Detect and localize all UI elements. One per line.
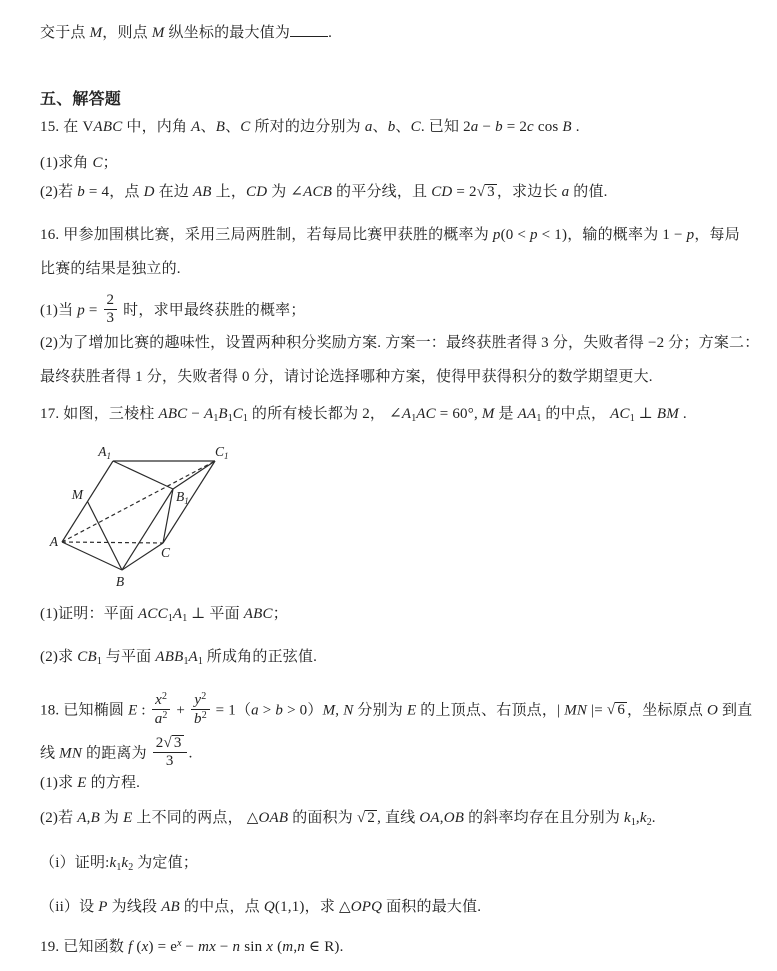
subscript: 1 [536,413,542,424]
superscript: 2 [162,691,167,702]
text-run: . [651,810,656,826]
math-variable: ABC [93,119,123,135]
text-run: 16. 甲参加围棋比赛，采用三局两胜制，若每局比赛甲获胜的概率为 [40,227,493,243]
text-run: 面积的最大值. [382,899,482,915]
math-variable: M [322,702,336,719]
math-variable: x [155,692,162,708]
math-variable: n [297,939,305,955]
text-run: . 已知 2 [420,119,471,135]
text-run: 3 [487,184,495,200]
vertex-label-C: C [161,545,171,560]
text-run: , [635,810,640,826]
text-run: ，则点 [102,25,152,41]
math-variable: P [98,899,108,915]
text-run: 的平分线，且 [332,184,432,200]
math-variable: B [90,810,100,826]
text-run: − [187,406,204,422]
fraction-numerator [152,691,171,710]
text-run: , [335,702,344,719]
text-run: , [439,810,444,826]
math-variable: c [527,119,534,135]
text-run: sin [240,939,267,955]
vertex-label-B1: $B_1$ [176,489,189,506]
math-variable: mx [198,939,216,955]
problem-17-part1 [40,604,288,629]
problem-16-part2-line1 [40,333,759,353]
text-run: 17. 如图，三棱柱 [40,406,159,422]
text-run: 上， [211,184,247,200]
text-run: 与平面 [101,649,156,665]
text-run: . [188,745,193,762]
text-run: ( [273,939,283,955]
problem-15-part1 [40,153,118,173]
math-variable: x [266,939,274,955]
math-variable: A [77,810,87,826]
math-variable: OB [443,810,465,826]
math-variable: k [121,855,129,871]
problem-15-part2 [40,182,608,202]
math-variable: E [406,702,417,719]
problem-18-stem-line2 [40,737,193,771]
text-run: 3 [165,752,174,769]
text-run: 19. 已知函数 [40,939,129,955]
math-variable: n [232,939,241,955]
vertex-label-M: M [71,487,83,502]
text-run: = 60°, [435,406,482,422]
text-run: ( [132,939,142,955]
fraction [191,691,210,727]
math-variable: a [364,119,373,135]
sqrt-expression [163,735,183,751]
math-variable: CD [246,184,268,200]
vertex-label-B: B [115,574,125,589]
math-variable: ACC [138,606,168,622]
radical-sign: √ [606,702,616,719]
text-run: (1)求角 [40,155,93,171]
bold-text: 五、解答题 [40,91,122,108]
text-run: . [328,25,333,41]
math-variable: C [240,119,251,135]
math-variable: E [77,775,87,791]
text-run: , 直线 [377,810,420,826]
math-variable: C [92,155,103,171]
math-variable: B [215,119,226,135]
math-variable: a [154,710,163,727]
text-run: 15. 在 V [40,119,94,135]
math-variable: OPQ [350,899,383,915]
prism-figure [45,443,229,593]
text-run: ∈ R). [304,939,344,955]
edge-A-C-hidden [62,542,163,543]
text-run: cos [533,119,563,135]
subscript: 1 [96,656,102,667]
text-run: 的距离为 [82,745,151,762]
fraction [104,292,118,326]
problem-18-part1 [40,773,140,793]
text-run: ) = e [148,939,178,955]
text-run: 3 [106,309,115,326]
vertex-label-C1: $C_1$ [215,444,229,461]
text-run: 上不同的两点， △ [132,810,259,826]
superscript: 2 [201,691,207,702]
subscript: 1 [242,413,248,424]
superscript: 2 [162,709,168,721]
math-variable: D [143,184,155,200]
problem-17-part2 [40,647,317,672]
fill-blank-line [40,22,332,43]
text-run: 是 [494,406,518,422]
text-run: 时，求甲最终获胜的概率； [119,302,306,319]
radical-sign: √ [356,810,366,826]
text-run: 、 [225,119,241,135]
vertex-label-A: A [49,534,58,549]
sqrt-expression [357,810,377,826]
section-heading [40,90,121,110]
math-variable: A [172,606,183,622]
math-variable: CD [431,184,453,200]
math-variable: E [123,810,133,826]
problem-16-part1 [40,294,306,328]
fraction-numerator [153,735,187,753]
text-run: 中，内角 [122,119,192,135]
math-variable: ACB [303,184,333,200]
text-run: 2 [106,292,115,308]
subscript: 2 [646,817,652,828]
text-run: 比赛的结果是独立的. [40,261,181,277]
math-variable: f [128,939,133,955]
fraction-denominator [153,753,187,770]
text-run: 的所有棱长都为 2， ∠ [247,406,402,422]
subscript: 1 [182,613,188,624]
math-variable: p [77,302,85,319]
text-run: 为 ∠ [267,184,304,200]
text-run: 最终获胜者得 1 分，失败者得 0 分，请讨论选择哪种方案，使得甲获得积分的数学期望更大. [40,369,653,385]
text-run: . [678,406,687,422]
math-variable: MN [564,702,588,719]
sqrt-expression [477,184,497,200]
text-run: 2 [155,735,164,751]
problem-16-part2-line2 [40,367,653,387]
text-run: 的方程. [86,775,141,791]
math-variable: A [188,649,198,665]
text-run: 的值. [569,184,608,200]
fraction-numerator [191,691,210,710]
math-variable: C [410,119,421,135]
math-variable: AB [161,899,180,915]
edge-B1-C1 [173,461,215,489]
problem-16-stem-line2 [40,259,181,279]
math-variable: M [151,25,165,41]
superscript: x [177,938,182,949]
text-run: (2)求 [40,649,78,665]
text-run: 的面积为 [288,810,357,826]
math-variable: A [203,406,214,422]
text-run: 分别为 [353,702,407,719]
fraction-numerator [104,292,118,310]
radicand [485,184,497,201]
math-variable: E [128,702,138,719]
subscript: 1 [213,413,219,424]
text-run: 的中点， [541,406,611,422]
text-run: − [181,939,199,955]
text-run: 、 [395,119,411,135]
math-variable: b [193,710,202,727]
math-variable: ABC [158,406,188,422]
problem-17-stem [40,404,687,429]
math-variable: k [109,855,117,871]
radicand [615,702,627,719]
math-variable: O [706,702,719,719]
math-variable: AB [192,184,212,200]
sqrt-expression [607,702,627,718]
text-run: 在边 [154,184,193,200]
text-run: 为线段 [107,899,162,915]
text-run: 为定值； [133,855,199,871]
math-variable: CB [77,649,97,665]
text-run: = 2 [452,184,477,200]
text-run: （ii）设 [40,899,99,915]
math-variable: M [89,25,103,41]
radical-sign: √ [163,735,172,751]
subscript: 1 [227,413,233,424]
fraction-denominator [104,310,118,327]
subscript: 1 [167,613,173,624]
edge-A-B [62,542,122,570]
text-run: (2)若 [40,810,78,826]
text-run: − [478,119,496,135]
text-run: 交于点 [40,25,90,41]
fraction [152,691,171,727]
math-variable: B [218,406,228,422]
subscript: 1 [411,413,417,424]
text-run: 到直 [718,702,753,719]
math-variable: A [401,406,412,422]
radical-sign: √ [476,184,486,200]
math-variable: C [232,406,243,422]
math-variable: N [343,702,354,719]
text-run: ，求边长 [496,184,562,200]
text-run: ； [272,606,288,622]
text-run: 为 [99,810,124,826]
radicand [172,735,184,752]
prism-figure-svg [45,443,229,593]
text-run: + [172,702,189,719]
vertex-label-A1: $A_1$ [98,444,111,461]
math-variable: a [470,119,479,135]
text-run: 所成角的正弦值. [202,649,318,665]
math-variable: y [194,692,202,708]
text-run: 、 [200,119,216,135]
text-run: 3 [173,735,182,751]
problem-16-stem-line1 [40,225,740,245]
text-run: ⊥ [634,406,657,422]
math-variable: M [481,406,495,422]
text-run: ⊥ 平面 [187,606,244,622]
math-variable: x [141,939,149,955]
math-variable: BM [656,406,679,422]
text-run: |= [587,702,607,719]
math-variable: b [495,119,503,135]
math-variable: m [282,939,294,955]
fraction-denominator [191,710,210,728]
text-run: , [293,939,298,955]
subscript: 1 [197,656,203,667]
text-run: ，坐标原点 [627,702,707,719]
text-run: （i）证明: [40,855,110,871]
math-variable: a [251,702,259,719]
math-variable: b [275,702,284,719]
math-variable: p [686,227,695,243]
math-variable: p [492,227,501,243]
subscript: 1 [630,817,636,828]
problem-18-part2-i [40,853,198,878]
text-run: 所对的边分别为 [250,119,365,135]
text-run: , [86,810,91,826]
math-variable: p [530,227,538,243]
subscript: 2 [128,862,134,873]
math-variable: A [191,119,201,135]
text-run: : [137,702,150,719]
text-run: = 4，点 [84,184,144,200]
text-run: 18. 已知椭圆 [40,702,129,719]
text-run: (0 < [500,227,531,243]
text-run: 6 [617,702,626,719]
problem-18-stem-line1 [40,693,752,729]
text-run: = [84,302,102,319]
problem-18-part2 [40,808,656,833]
text-run: (1)求 [40,775,78,791]
math-variable: k [639,810,647,826]
math-variable: Q [263,899,275,915]
radicand [365,810,377,827]
subscript: 1 [183,656,189,667]
math-variable: AA [517,406,537,422]
text-run: ； [102,155,118,171]
math-variable: B [562,119,572,135]
superscript: 2 [201,709,207,721]
text-run: (2)若 [40,184,78,200]
math-variable: b [387,119,396,135]
problem-19-stem [40,934,344,957]
text-run: (1,1)，求 △ [274,899,351,915]
edge-A1-B1 [113,461,173,489]
problem-18-part2-ii [40,897,481,917]
math-variable: ABC [243,606,273,622]
math-variable: ABB [155,649,184,665]
edge-B-C [122,543,163,570]
text-run: 线 [40,745,60,762]
text-run: ，每局 [694,227,740,243]
fraction-denominator [152,710,171,728]
subscript: 1 [116,862,122,873]
problem-15-stem [40,117,580,137]
subscript: 1 [629,413,635,424]
text-run: 的中点，点 [179,899,264,915]
math-variable: AC [610,406,630,422]
text-run: > 0） [283,702,323,719]
text-run: 纵坐标的最大值为 [164,25,291,41]
fraction [153,735,187,769]
math-variable: k [624,810,631,826]
math-variable: OA [419,810,440,826]
math-variable: a [561,184,570,200]
text-run: = 2 [502,119,528,135]
math-variable: b [77,184,85,200]
text-run: 、 [372,119,388,135]
math-variable: AC [416,406,436,422]
text-run: . [571,119,580,135]
text-run: 2 [367,810,376,826]
text-run: > [258,702,276,719]
text-run: (2)为了增加比赛的趣味性，设置两种积分奖励方案. 方案一：最终获胜者得 3 分，失败者得 −2 分；方案二： [40,335,760,351]
text-run: (1)证明：平面 [40,606,139,622]
edge-M-B [88,502,123,571]
text-run: (1)当 [40,302,78,319]
text-run: 的上顶点、右顶点，| [416,702,565,719]
math-variable: OAB [258,810,289,826]
text-run: − [215,939,233,955]
text-run: 的斜率均存在且分别为 [464,810,625,826]
answer-blank [290,22,328,37]
text-run: < 1)，输的概率为 1 − [537,227,687,243]
text-run: = 1（ [211,702,252,719]
math-variable: MN [59,745,83,762]
